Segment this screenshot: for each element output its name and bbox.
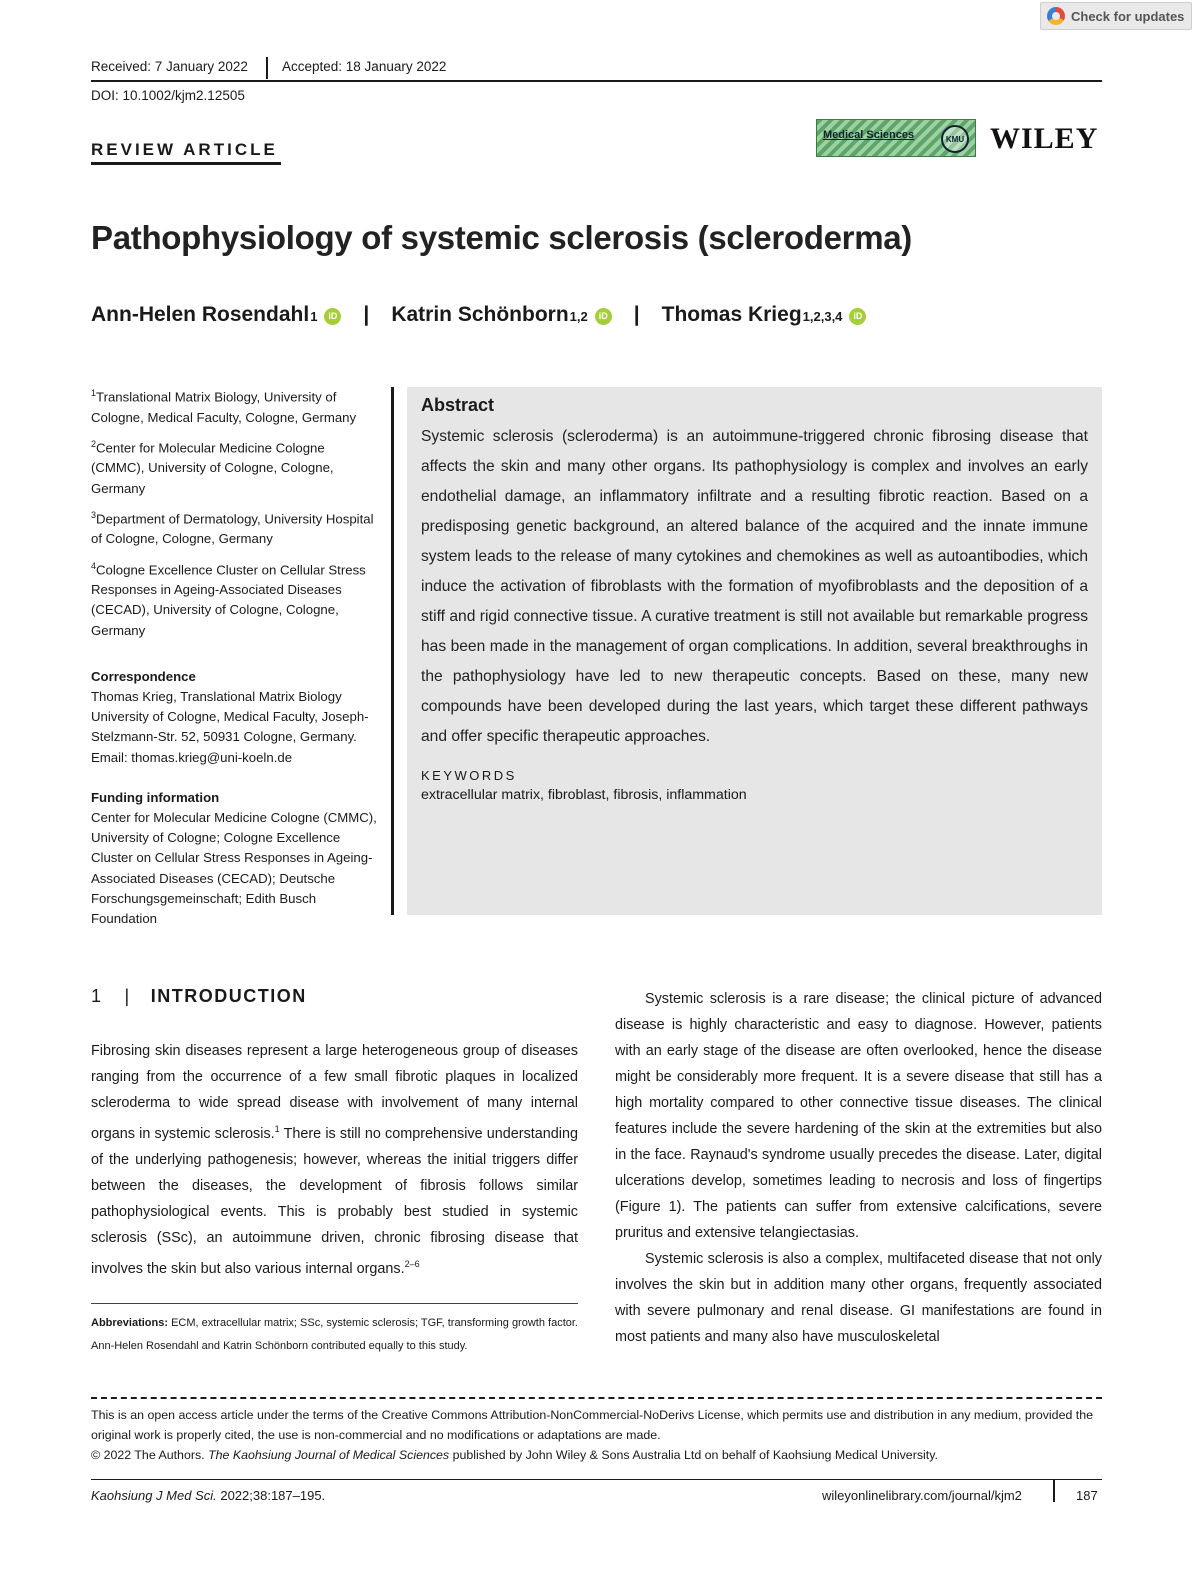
abstract-box: [407, 387, 1102, 915]
article-type-underline: [91, 162, 281, 165]
affiliation: $^2$Center for Molecular Medicine Cologne (CMMC), University of Cologne, Cologne, Germany: [91, 438, 334, 496]
author-name[interactable]: Ann-Helen Rosendahl: [91, 303, 310, 326]
section-heading: [91, 986, 307, 1007]
orcid-icon[interactable]: iD: [849, 308, 866, 325]
license-notice: [91, 1405, 1102, 1465]
abstract-text: Systemic sclerosis (scleroderma) is an autoimmune-triggered chronic fibrosing disease that affects the skin and many other organs. Its pathophysiology is complex and involves an early endothelial damage, an inflammatory infiltrate and a resulting fibrotic reaction. Based on a predisposing genetic background, an altered balance of the acquired and the innate immune system leads to the release of many cytokines and chemokines as well as autoantibodies, which induce the activation of fibroblasts with the formation of myofibroblasts and the deposition of a stiff and rigid connective tissue. A curative treatment is still not available but remarkable progress has been made in the management of organ complications. In addition, several breakthroughs in the pathophysiology have led to new therapeutic concepts. Based on these, many new compounds have been developed during the last years, which target these different pathways and offer specific therapeutic approaches.: [421, 428, 1088, 745]
author-name[interactable]: Katrin Schönborn: [391, 303, 569, 326]
orcid-icon[interactable]: iD: [595, 308, 612, 325]
article-title: Pathophysiology of systemic sclerosis (scleroderma): [91, 219, 912, 256]
keywords: extracellular matrix, fibroblast, fibrosis, inflammation: [421, 787, 747, 803]
correspondence-email[interactable]: Email: thomas.krieg@uni-koeln.de: [91, 749, 293, 765]
author-separator: |: [363, 303, 370, 326]
author-list: [91, 303, 872, 327]
citation-ref[interactable]: 2–6: [404, 1258, 420, 1269]
author-affil-sup: 1,2: [569, 309, 588, 324]
contribution-footnote: Ann-Helen Rosendahl and Katrin Schönborn contributed equally to this study.: [91, 1340, 468, 1352]
funding-text: Center for Molecular Medicine Cologne (CMMC), University of Cologne; Cologne Excellence Cluster on Cellular Stress Responses in Ageing-Associated Diseases (CECAD); Deutsche Forschungsgemeinschaft; Edith Busch Foundation: [91, 810, 377, 927]
doi[interactable]: DOI: 10.1002/kjm2.12505: [91, 88, 245, 103]
keywords-heading: KEYWORDS: [421, 768, 517, 783]
author-affil-sup: 1,2,3,4: [802, 309, 843, 324]
license-divider: [91, 1397, 1102, 1399]
affiliation: $^4$Cologne Excellence Cluster on Cellular Stress Responses in Ageing-Associated Diseases (CECAD), University of Cologne, Cologne, Germany: [91, 560, 366, 638]
journal-logo: [816, 119, 976, 157]
check-for-updates-label: Check for updates: [1071, 8, 1185, 24]
page-number: 187: [1076, 1488, 1098, 1503]
author-separator: |: [633, 303, 640, 326]
footer-citation: Kaohsiung J Med Sci. 2022;38:187–195.: [91, 1488, 326, 1503]
crossmark-icon: [1047, 7, 1065, 25]
body-left-column: [91, 1038, 578, 1282]
body-right-column: [615, 986, 1102, 1350]
publisher-logo: WILEY: [990, 122, 1099, 155]
kmu-logo-icon: KMU: [941, 125, 969, 153]
affiliations-column: [91, 383, 381, 929]
journal-logo-text: Medical Sciences: [823, 129, 915, 141]
citation-ref[interactable]: 1: [274, 1124, 280, 1134]
section-separator: |: [124, 986, 131, 1006]
section-title: INTRODUCTION: [150, 986, 307, 1006]
body-paragraph: Fibrosing skin diseases represent a large heterogeneous group of diseases ranging from the occurrence of a few small fibrotic plaques in localized scleroderma to wide spread disease with involvement of many internal organs in systemic sclerosis.$^1$ There is still no comprehensive understanding of the underlying pathogenesis; however, whereas the initial triggers differ between the diseases, the development of fibrosis follows similar pathophysiological events. This is probably best studied in systemic sclerosis (SSc), an autoimmune driven, chronic fibrosing disease that involves the skin but also various internal organs.$^{2-6}$: [91, 1043, 578, 1277]
header-divider: [266, 57, 268, 79]
accepted-date: Accepted: 18 January 2022: [282, 59, 447, 74]
section-number: 1: [91, 986, 103, 1006]
orcid-icon[interactable]: iD: [324, 308, 341, 325]
body-paragraph: Systemic sclerosis is a rare disease; the clinical picture of advanced disease is highly characteristic and easy to diagnose. However, patients with an early stage of the disease are often overlooked, hence the disease might be considerably more frequent. It is a severe disease that still has a high mortality compared to other connective tissue diseases. The clinical features include the severe hardening of the skin at the extremities but also in the face. Raynaud's syndrome usually precedes the disease. Later, digital ulcerations develop, sometimes leading to necrosis and loss of fingertips (Figure 1). The patients can suffer from extensive calcifications, severe pruritus and extensive telangiectasias.: [615, 991, 1102, 1241]
body-paragraph: Systemic sclerosis is also a complex, multifaceted disease that not only involves the skin but in addition many other organs, frequently associated with severe pulmonary and renal disease. GI manifestations are found in most patients and many also have musculoskeletal: [615, 1251, 1102, 1345]
footer-divider: [1053, 1480, 1055, 1502]
affiliation: $^3$Department of Dermatology, University Hospital of Cologne, Cologne, Germany: [91, 509, 374, 547]
header-rule: [91, 80, 1102, 82]
column-divider: [391, 387, 394, 915]
affiliation: $^1$Translational Matrix Biology, University of Cologne, Medical Faculty, Cologne, Germany: [91, 388, 357, 425]
license-text: This is an open access article under the terms of the Creative Commons Attribution-NonCommercial-NoDerivs License, which permits use and distribution in any medium, provided the original work is properly cited, the use is non-commercial and no modifications or adaptations are made.: [91, 1408, 1094, 1442]
received-date: Received: 7 January 2022: [91, 59, 248, 74]
author-affil-sup: 1: [310, 309, 318, 324]
correspondence-text: Thomas Krieg, Translational Matrix Biology University of Cologne, Medical Faculty, Joseph-Stelzmann-Str. 52, 50931 Cologne, Germany.: [91, 689, 369, 745]
footer-url[interactable]: wileyonlinelibrary.com/journal/kjm2: [822, 1488, 1022, 1503]
article-type: REVIEW ARTICLE: [91, 140, 278, 159]
copyright-line: © 2022 The Authors. The Kaohsiung Journal of Medical Sciences published by John Wiley & Sons Australia Ltd on behalf of Kaohsiung Medical University.: [91, 1448, 938, 1462]
funding-heading: Funding information: [91, 789, 220, 805]
author-name[interactable]: Thomas Krieg: [661, 303, 802, 326]
correspondence-heading: Correspondence: [91, 668, 196, 684]
footer-rule: [91, 1479, 1102, 1480]
footnotes: [91, 1314, 578, 1360]
check-for-updates-button[interactable]: [1040, 2, 1192, 30]
footnote-rule: [91, 1303, 578, 1304]
abstract-heading: Abstract: [421, 395, 495, 415]
abbreviations-footnote: Abbreviations: ECM, extracellular matrix; SSc, systemic sclerosis; TGF, transforming growth factor.: [91, 1317, 578, 1329]
